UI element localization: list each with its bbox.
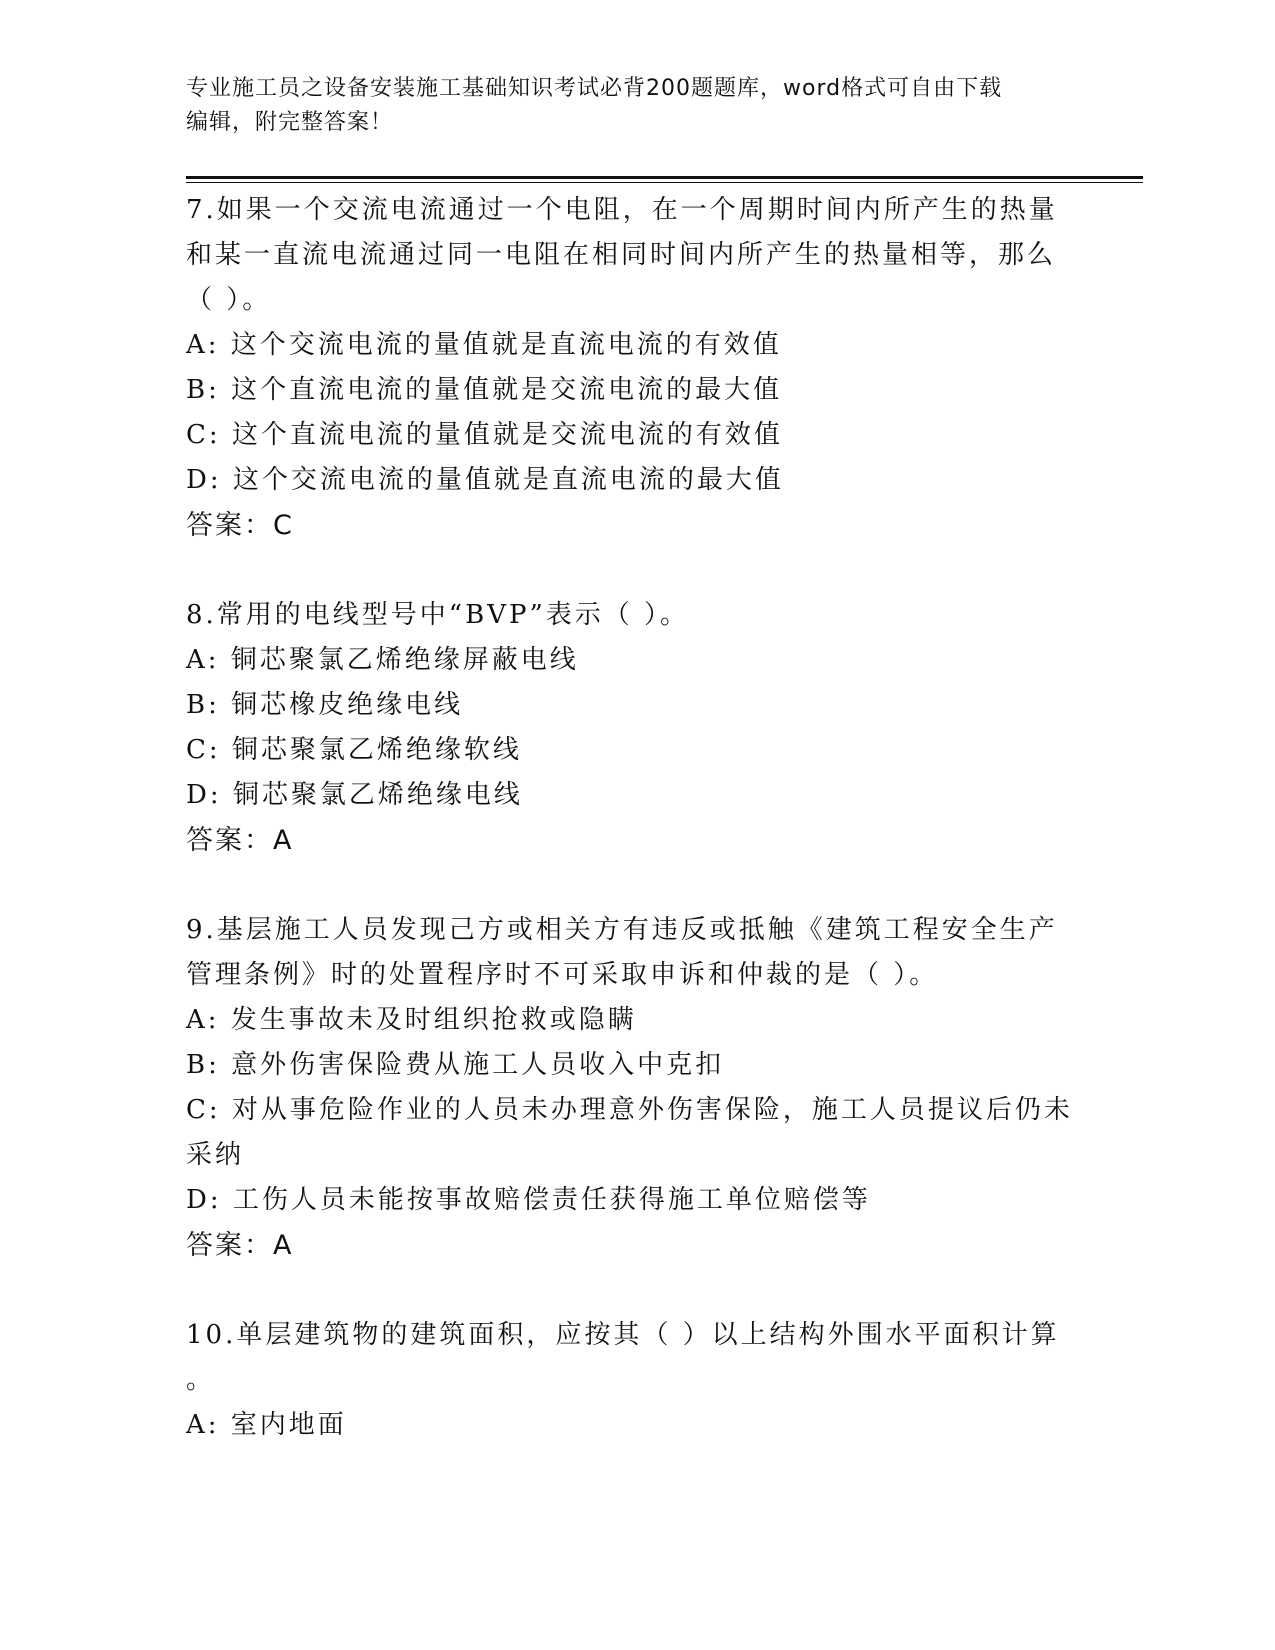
option-b: B: 铜芯橡皮绝缘电线 <box>186 690 464 720</box>
question-stem: 10.单层建筑物的建筑面积，应按其（ ）以上结构外围水平面积计算 <box>186 1320 1060 1350</box>
spacer <box>186 1268 1086 1313</box>
option-a: A: 铜芯聚氯乙烯绝缘屏蔽电线 <box>186 645 579 675</box>
option-a: A: 这个交流电流的量值就是直流电流的有效值 <box>186 330 782 360</box>
option-d: D: 这个交流电流的量值就是直流电流的最大值 <box>186 465 784 495</box>
question-stem: 7.如果一个交流电流通过一个电阻，在一个周期时间内所产生的热量 <box>186 195 1058 225</box>
option-c: C: 铜芯聚氯乙烯绝缘软线 <box>186 735 522 765</box>
answer-line: 答案：C <box>186 510 294 541</box>
spacer <box>186 863 1086 908</box>
option-d: D: 工伤人员未能按事故赔偿责任获得施工单位赔偿等 <box>186 1185 871 1215</box>
option-b: B: 意外伤害保险费从施工人员收入中克扣 <box>186 1050 725 1080</box>
spacer <box>186 548 1086 593</box>
option-c: C: 这个直流电流的量值就是交流电流的有效值 <box>186 420 783 450</box>
question-list <box>186 188 1086 1448</box>
answer-line: 答案：A <box>186 825 294 856</box>
header-line-1: 专业施工员之设备安装施工基础知识考试必背200题题库，word格式可自由下载 <box>186 76 1003 101</box>
question-stem: 。 <box>186 1365 216 1395</box>
question-stem: 管理条例》时的处置程序时不可采取申诉和仲裁的是（ ）。 <box>186 960 939 990</box>
option-b: B: 这个直流电流的量值就是交流电流的最大值 <box>186 375 783 405</box>
question-stem: 和某一直流电流通过同一电阻在相同时间内所产生的热量相等，那么 <box>186 240 1057 270</box>
option-a: A: 室内地面 <box>186 1410 347 1440</box>
header-line-2: 编辑，附完整答案！ <box>186 110 394 135</box>
header-rule-thin <box>186 182 1143 183</box>
question-stem: （ ）。 <box>186 285 272 315</box>
question-block <box>186 908 1086 1268</box>
question-block <box>186 593 1086 863</box>
header-rule-thick <box>186 176 1143 179</box>
question-block <box>186 188 1086 548</box>
question-stem: 9.基层施工人员发现己方或相关方有违反或抵触《建筑工程安全生产 <box>186 915 1058 945</box>
option-c-continued: 采纳 <box>186 1140 245 1170</box>
answer-line: 答案：A <box>186 1230 294 1261</box>
question-stem: 8.常用的电线型号中“BVP”表示（ ）。 <box>186 600 690 630</box>
option-d: D: 铜芯聚氯乙烯绝缘电线 <box>186 780 523 810</box>
document-header <box>186 72 1066 140</box>
question-block <box>186 1313 1086 1448</box>
option-a: A: 发生事故未及时组织抢救或隐瞒 <box>186 1005 637 1035</box>
option-c: C: 对从事危险作业的人员未办理意外伤害保险，施工人员提议后仍未 <box>186 1095 1073 1125</box>
